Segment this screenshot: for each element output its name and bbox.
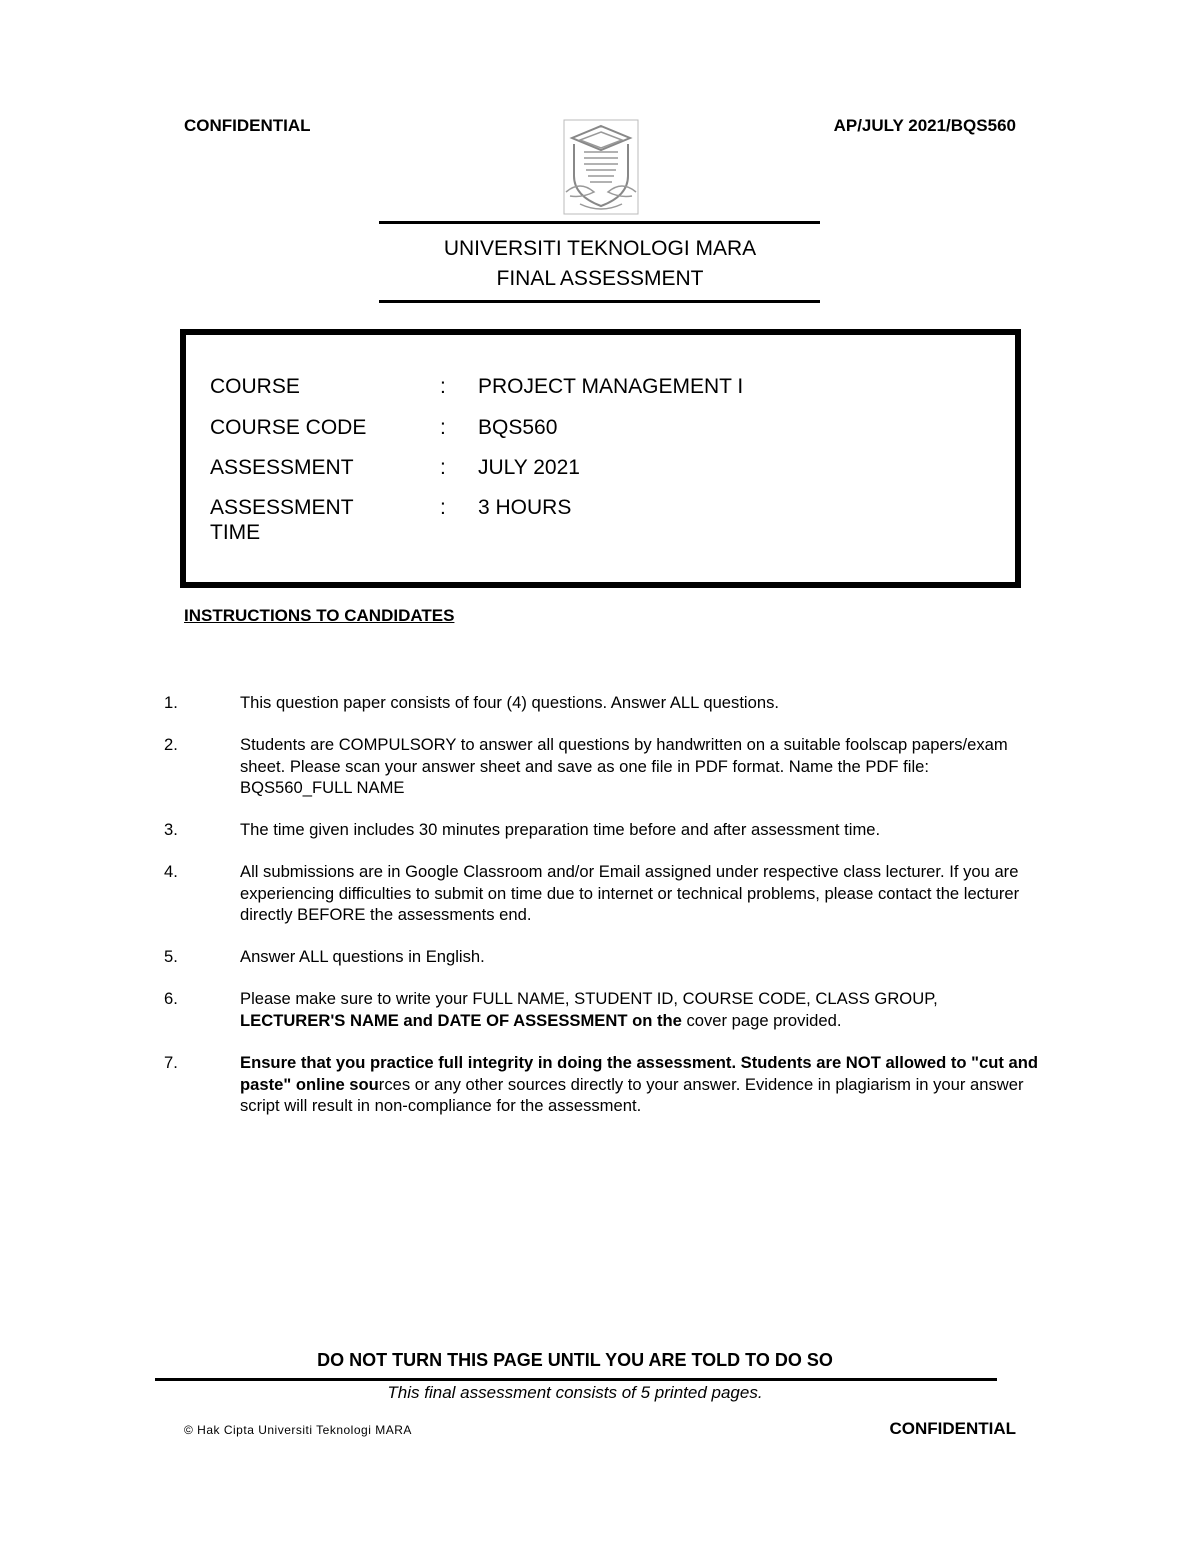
do-not-turn-notice: DO NOT TURN THIS PAGE UNTIL YOU ARE TOLD TO DO SO [317,1350,833,1370]
footer-confidential: CONFIDENTIAL [889,1419,1016,1438]
instruction-text: This question paper consists of four (4) questions. Answer ALL questions. [240,693,779,712]
university-name: UNIVERSITI TEKNOLOGI MARA [443,237,757,260]
instruction-number: 5. [164,947,178,966]
course-label: COURSE [210,375,300,398]
instruction-number: 1. [164,693,178,712]
course-code-value: BQS560 [478,416,558,439]
instruction-number: 6. [164,989,178,1008]
header-reference-code: AP/JULY 2021/BQS560 [833,116,1016,135]
assessment-value: JULY 2021 [478,456,580,479]
instruction-text [240,1052,1040,1117]
instruction-number: 2. [164,735,178,754]
instruction-text: All submissions are in Google Classroom and/or Email assigned under respective class lecturer. If you are experiencing difficulties to submit on time due to internet or technical problems, please contact the lecturer directly BEFORE the assessments end. [240,862,1020,924]
footer-rule [155,1378,997,1381]
instruction-text-part: Please make sure to write your FULL NAME, STUDENT ID, COURSE CODE, CLASS GROUP, [240,989,938,1008]
instruction-text [240,988,1040,1031]
instruction-text-bold: Ensure that you practice full integrity in doing the assessment. Students are NOT allowed to "cut and paste" online sou [240,1053,1039,1094]
assessment-title: FINAL ASSESSMENT [496,267,704,290]
instructions-heading: INSTRUCTIONS TO CANDIDATES [184,606,455,625]
assessment-label: ASSESSMENT [210,456,354,479]
header-confidential: CONFIDENTIAL [184,116,311,135]
instruction-text-part: rces or any other sources directly to your answer. Evidence in plagiarism in your answer script will result in non-compliance for the assessment. [240,1074,1024,1115]
assessment-colon: : [440,456,446,479]
instruction-text: Students are COMPULSORY to answer all questions by handwritten on a suitable foolscap papers/exam sheet. Please scan your answer sheet and save as one file in PDF format. Name the PDF file: BQS560_FULL NAME [240,735,1008,797]
assessment-time-value: 3 HOURS [478,496,572,519]
title-bottom-rule [379,300,820,303]
instruction-number: 7. [164,1053,178,1072]
course-code-colon: : [440,416,446,439]
instruction-number: 3. [164,820,178,839]
instruction-text: Answer ALL questions in English. [240,947,485,966]
course-value: PROJECT MANAGEMENT I [478,375,744,398]
copyright-notice: © Hak Cipta Universiti Teknologi MARA [184,1423,412,1437]
course-colon: : [440,375,446,398]
instruction-text-part: cover page provided. [681,1010,842,1030]
assessment-time-colon: : [440,496,446,519]
course-code-label: COURSE CODE [210,416,367,439]
printed-pages-note: This final assessment consists of 5 printed pages. [387,1383,763,1402]
course-info-box [180,329,1021,588]
assessment-time-label: ASSESSMENT TIME [210,496,354,544]
instruction-text: The time given includes 30 minutes preparation time before and after assessment time. [240,820,881,839]
title-top-rule [379,221,820,224]
university-crest-icon [560,118,642,216]
instruction-text-bold: LECTURER'S NAME and DATE OF ASSESSMENT on the [240,1010,682,1030]
instruction-number: 4. [164,862,178,881]
